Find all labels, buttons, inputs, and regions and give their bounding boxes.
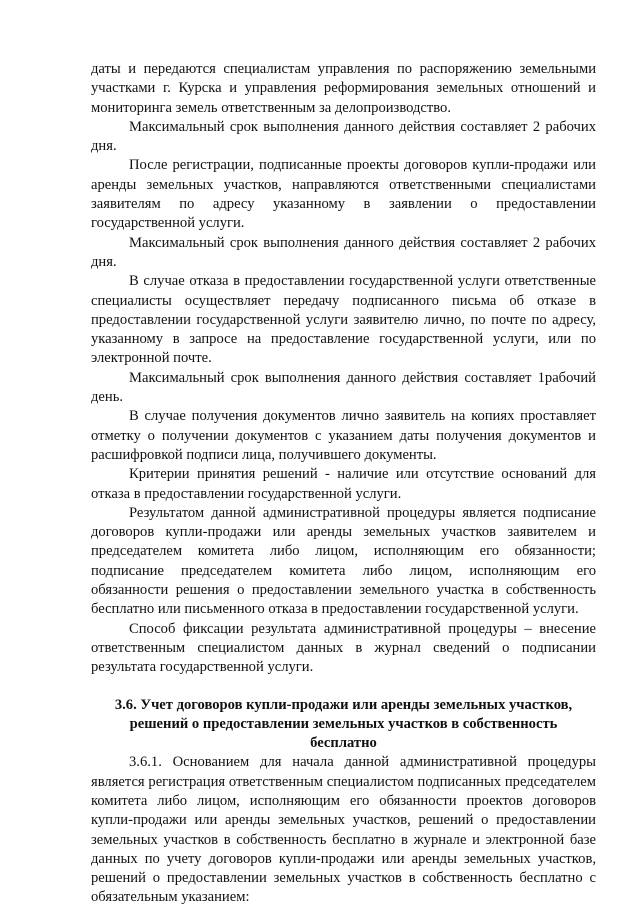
paragraph: даты и передаются специалистам управления по распоряжению земельными участками г. Курска и управления реформирования земельных отношений и мониторинга земель ответственным за делопроизводство. [91,61,596,116]
paragraph: Максимальный срок выполнения данного действия составляет 2 рабочих дня. [91,118,596,155]
paragraph: Максимальный срок выполнения данного действия составляет 1рабочий день. [91,369,596,406]
paragraph: Критерии принятия решений - наличие или отсутствие оснований для отказа в предоставлении государственной услуги. [91,466,596,502]
document-page [91,60,596,908]
paragraph: В случае получения документов лично заявитель на копиях проставляет отметку о получении документов с указанием даты получения документов и расшифровкой подписи лица, получившего документы. [91,408,596,463]
section-heading-line: бесплатно [310,735,377,752]
paragraph: Результатом данной административной процедуры является подписание договоров купли-продажи или аренды земельных участков заявителем и председателем комитета либо лицом, исполняющим его обязанности; подписание председателем комитета либо лицом, исполняющим его обязанности решения о предоставлении земельного участка в собственность бесплатно или письменного отказа в предоставлении государственной услуги. [91,504,596,618]
section-paragraph: 3.6.1. Основанием для начала данной административной процедуры является регистрация ответственным специалистом подписанных председателем комитета либо лицом, исполняющим его обязанности проектов договоров купли-продажи или аренды земельных участков, решений о предоставлении земельных участков в собственность бесплатно в журнале и электронной базе данных по учету договоров купли-продажи или аренды земельных участков, решений о предоставлении земельных участков в собственность бесплатно с обязательным указанием: [91,754,596,906]
section-heading-line: 3.6. Учет договоров купли-продажи или аренды земельных участков, [114,696,573,713]
section-heading-line: решений о предоставлении земельных участков в собственность [129,715,558,732]
paragraph: Способ фиксации результата административной процедуры – внесение ответственным специалистом данных в журнал сведений о подписании результата государственной услуги. [91,620,596,676]
paragraph: В случае отказа в предоставлении государственной услуги ответственные специалисты осуществляет передачу подписанного письма об отказе в предоставлении государственной услуги заявителю лично, по почте по адресу, указанному в запросе на предоставление государственной услуги, или по электронной почте. [91,273,596,367]
section-heading [91,696,596,754]
paragraph: Максимальный срок выполнения данного действия составляет 2 рабочих дня. [91,234,596,270]
paragraph: После регистрации, подписанные проекты договоров купли-продажи или аренды земельных участков, направляются ответственными специалистами заявителям по адресу указанному в заявлении о предоставлении государственной услуги. [91,157,596,232]
